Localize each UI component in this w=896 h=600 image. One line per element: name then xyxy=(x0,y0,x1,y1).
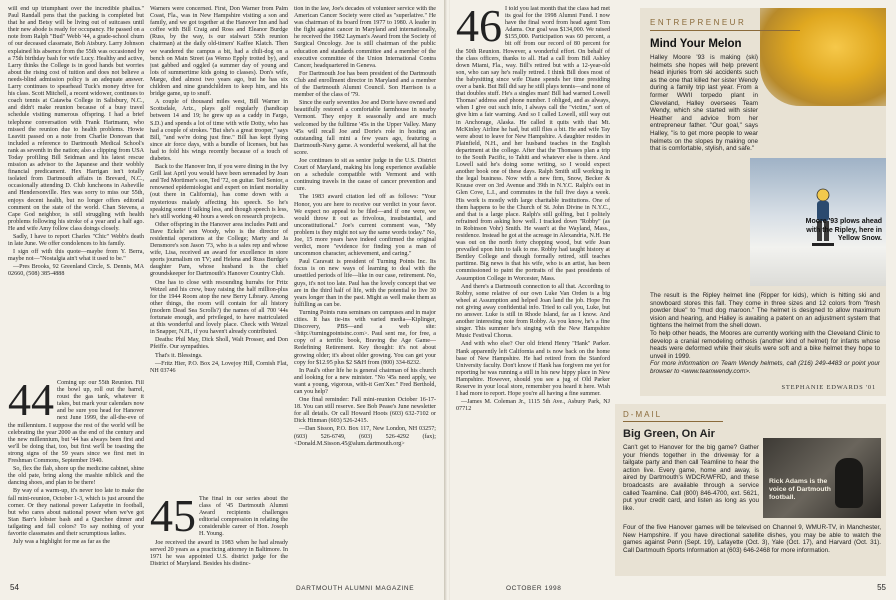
paragraph: Warners were concerned. First, Don Warner from Palm Coast, Fla., was in New Hampshire visiting a son and family, and we got together at the Hanover Inn and had coffee with Bill Craig and Ross and Eleanor Burdge (Russ, by the way, is our stalwart 55th reunion chairman) at the daily old-timers' Kaffee Klatch. Then we wandered the campus a bit, had a chili-dog on a bench on Main Street (as Wemo Epply trotted by), and just gabbed and oggled (a summer day of young and lots of summertime kids going to classes). Don's wife, Marge, died almost two years ago, but he has six children and nine grandchildren to keep him, and his bridge game, up to snuff. xyxy=(150,6,288,98)
paragraph: Deaths: Phil May, Dick Sholl, Walt Prosser, and Don Pfeiffe. Our sympathies. xyxy=(150,337,288,351)
entrepreneur-sidebar xyxy=(640,8,886,396)
paragraph: tion in the law, Joe's decades of volunteer service with the American Cancer Society were cited as "superlative." He was chairman of its board from 1977 to 1980. A leader in the fight against cancer in Maryland and internationally, he received the 1982 Layman's Award from the Society of Surgical Oncology. Joe is still chairman of the public education and standards committee and a member of the executive committee of the Union International Contra Cancer, headquartered in Geneva. xyxy=(294,6,436,69)
left-col-1b xyxy=(8,380,144,580)
paragraph: For Dartmouth Joe has been president of the Dartmouth Club and enrollment director in Maryland and a member of the Dartmouth Alumni Council. Son Harrison is a member of the class of '79. xyxy=(294,70,436,99)
paragraph: By way of a warm-up, it's never too late to make the fall mini-reunion, October 1-3, which is just around the corner. Or they national power Lafayette in football, but who cares about national power when we've got Stan Barr's lobster bash and a Quechee dinner and tailgating and fall colors? To say nothing of your favorite classmates and their scrumptious ladies. xyxy=(8,488,144,537)
sidebar-body-upper xyxy=(650,54,758,290)
paragraph: Paul Caravatt is president of Turning Points Inc. Its focus is on new ways of learning to deal with the unsettled periods of life—like in our case, retirement. No, guys, it's not too late. Paul has the lovely concept that we are in the third half of life, with the potential to live 30 years longer than in the past. Might as well make them as fulfilling as can be. xyxy=(294,259,436,308)
left-col-3 xyxy=(294,6,436,578)
paragraph: Four of the five Hanover games will be televised on Channel 9, WMUR-TV, in Manchester, New Hampshire. If you have directional satellite dishes, you may be able to watch the games against Penn (Sept. 19), Lafayette (Oct. 3), Yale (Oct. 17), and Harvard (Oct. 31). Call Dartmouth Sports Information at (603) 646-2468 for more information. xyxy=(623,524,881,554)
photo-caption: Rick Adams is the voice of Dartmouth football. xyxy=(769,478,831,501)
paragraph: One final reminder: Fall mini-reunion October 16-17-18. You can still reserve. See Bob Pease's June newsletter for all details. Or call Howard Hoots (603) 632-7102 or Dick Hinman (603) 526-2415. xyxy=(294,397,436,425)
paragraph: The 1983 award citation led off as follows: "Your Honor, you are here to receive our verdict in your favor. We expect no appeal to be filed—and if one were, we would throw it out as frivolous, insubstantial, and unconstitutional." Joe's current comment was, "My problem is they might not say the same words today." No, Joe, 15 more years have indeed confirmed the original verdict, more "evidence for finding you a man of uncommon character, achievement, and caring." xyxy=(294,194,436,258)
page-number-left: 54 xyxy=(10,583,19,592)
paragraph: Coming up: our 55th Reunion. Fill the bowl up, roll out the barrel, roust the gas tank, whatever it takes, but mark your calendars now and be sure you head for Hanover next June 1999, the all-the-eve of the millennium. I suppose the rest of the world will be celebrating the year 2000 as the end of the century and the new millennium, but '44 has always been first and we'll be doing that, too, but first we'll be toasting the strong signs of the 59 years since we first met in Freshman Commons, September 1940. xyxy=(8,380,144,465)
paragraph: That's it. Blessings. xyxy=(155,352,203,359)
kicker-rule xyxy=(623,421,723,422)
paragraph: And with who else? Our old friend Henry "Hank" Parker. Hank apparently left California and is now back on the home base of New Hampshire. He had retired from the Stanford University faculty. Don't know if Hank has forgiven me yet for reporting he was running a still in his new hippy place in New Hampshire. However, should you see a jug of Old Parker Reserve in your local store, remember you heard it here. Wish I had more to report. Hope you're all having a fine summer. xyxy=(456,341,610,398)
class-year-44: 44 xyxy=(8,380,54,425)
paragraph: One has to close with resounding hurrahs for Fritz Wetzel and his crew, busy raising the half million-plus for the 1944 Room atop the new Berry Library. Among other things, the room will contain for all history (modern Dead Sea Scrolls?) the names of all 700 '44s fortunate enough, and privileged, to have matriculated at this wonderful and lovely place. Check with Wetzel in Snapper, N.H., if you haven't already contributed. xyxy=(150,279,288,336)
paragraph: And there's a Dartmouth connection to all that. According to Robby, some relative of our own Luke Van Orden is a big wheel at Assumption and helped Joan land the job. Hope I'm not giving away confidential info. Tried to call you, Luke, but no answer. Luke is still in Rhode Island, far as I know. And another interesting note from Robby. As you know, he's a fine singer. This summer he's singing with the New Hampshire Music Festival Chorus. xyxy=(456,283,610,340)
left-col-1 xyxy=(8,6,144,378)
paragraph: I sign off with this quote—maybe from Y. Berra, maybe not—"Nostalgia ain't what it used to be." xyxy=(8,249,144,263)
paragraph: To help other heads, the Moores are currently working with the Cleveland Clinic to develop a cranial remodeling orthosis (another kind of helmet) for infants whose heads were deformed while their skulls were soft and a bike helmet they hope to unveil in 1999. xyxy=(650,329,880,360)
dmail-box xyxy=(615,404,886,576)
paragraph: will end up triumphant over the incredible phallus." Paul Randall pens that the packing is completed but that he and Betsy will be living out of suitcases until their new abode is ready for occupancy. He passed on a note from Ralph "Bud" Webb '44, a grade-school chum of our deceased classmate, Bob Atsbury. Larry Johnson explained his absence from the 55th was occasioned by a 75th birthday bash for wife Lucy. Healthy and active, Larry thinks the College is in good hands but worries about the rising cost of tuition and does not believe a needs-blind admission policy is an adequate answer. Larry continues to spearhead Tuck's money drive for his class. Scott Mitchell, a recent widower, continues to coach tennis at Catawba College in Salisbury, N.C., and didn't make reunion because of a busy travel schedule visiting numerous offspring. I had a brief telephone conversation with Frank Hartmann, who missed the reunion due to health problems. Howie Leavitt passed on a note from Charlie Donovan that included a reference to Dartmouth Medical School's rank as seventh in the nation; also a clipping from USA Today profiling Bill Seidman and his latest rescue mission as advisor to the Japanese and their wobbly financial predicament. Hex Harrigan isn't totally isolated from Dartmouth affairs in Brevard, N.C., occasionally attending D. Club luncheons in Asheville and Hendersonville. Hex was sorry to miss our 55th, enjoys decent health, but no longer offers editorial comment on the state of the world. Chan Stevens, a Cape God neighbor, is still struggling with health problems following his stroke of a year and a half ago. He and wife Amy follow class doings closely. xyxy=(8,6,144,232)
page-number-right: 55 xyxy=(877,583,886,592)
paragraph: Other offspring in the Hanover area includes Patti and Dave Eckels' son Woody, who is the director of residential operations at the College; Marty and Ja Densmore's son Jason '73, who is a sales rep and whose wife, Lisa, received an award for excellence in store sports journalism on TV; and Helena and Russ Burdge's daughter Pam, whose husband is the chief groundskeeper for Dartmouth's Hanover Country Club. xyxy=(150,221,288,278)
sidebar-headline: Mind Your Melon xyxy=(650,38,742,50)
paragraph: A couple of thousand miles west, Bill Warner in Scottsdale, Ariz., plays golf regularly (handicap between 14 and 19; he grew up as a caddy in Fargo, S.D.) and spends a lot of time with wife Dotty, who has had a couple of strokes. "But she's a great trooper," says Bill, "and we're doing just fine." Bill has kept flying since air force days, with a bundle of licenses, but has had to fold his wings recently because of a touch of diabetes. xyxy=(150,99,288,162)
signature: —Pres Brooks, 92 Greenland Circle, S. Dennis, MA 02660, (508) 385-4888 xyxy=(8,264,144,278)
dmail-headline: Big Green, On Air xyxy=(623,428,715,440)
photo-credit: STEPHANIE EDWARDS '01 xyxy=(781,384,876,391)
sidebar-body-lower xyxy=(650,292,880,388)
paragraph: Can't get to Hanover for the big game? Gather your friends together in the driveway for a tailgate party and then call Teamline to hear the action live. Every game, home and away, is aired by Dartmouth's WDCR/WFRD, and these broadcasts are available through a service called Teamline. Call (800) 846-4700, ext. 5621, put your credit card, and listen as long as you like. xyxy=(623,444,759,512)
signature: —James M. Coleman Jr., 1115 5th Ave., Asbury Park, NJ 07712 xyxy=(456,399,610,413)
signature: —Dan Sisson, P.O. Box 117, New London, NH 03257; (603) 526-6749, (603) 526-4292 (fax); <Donald.M.Sisson.45@alum.dartmouth.org> xyxy=(294,426,436,447)
paragraph: I told you last month that the class had met its goal for the 1998 Alumni Fund. I now have the final word from head agent Tom Adams. Our goal was $134,000. We raised $155,000. Participation was 60 percent, a bit off from our record of 80 percent for the 50th Reunion. However, a wonderful effort. On behalf of the class officers, thanks to all. Had a call from Bill Ashley down Miami, Fla., way. Bill's retired but with a 12-year-old son, who can say he's really retired. I think Bill does most of the babysitting since wife Diane spends her time presiding over a bank. But Bill did say he still plays tennis—and none of that doubles stuff. He's a singles man! Bill had warned Lowell Thomas' address and phone number. I obliged, and as always, when I give out such info, I always call the "victim," sort of give him a fair warning. And so I called Lowell, still way out in Anchorage, Alaska. He called it quits with that Mt. McKinley Airline he had, but still flies a bit. He and wife Tay were about to leave for New Hampshire. A daughter resides in Plainfield, N.H., and her husband teaches in the English department at the college. After that the Thomases plan a trip to the South Pacific, to Tahiti and whatever else is there. And Lowell said he's doing some writing, so I would expect another book one of these days. Ralph Smith still working in the legal business. Now with a new firm, Snow, Becker & Krause over on 3rd Avenue and 39th in N.Y.C. Ralph's out in Glen Cove, L.I., and commutes in the full five days a week. His work is mostly with large charitable institutions. One of them happens to be the Church of St. John Divine in N.Y.C., and that is a large place. Ralph's still golfing, but I politely refrained from asking how well. I tracked down "Robby" (as in Robinson Vohr) Smith. He wasn't at the Wayland, Mass., residence. Instead he got at the acreage in Alexandria, N.H. He was out on the north forty chopping wood, but wife Joan prevailed upon him to talk to me. Robby had taught history at Bentley College and though formally retired, still teaches parttime. Big news is that his wife, who is an artist, has been commissioned to paint the portraits of the past presidents of Assumption College in Worcester, Mass. xyxy=(456,6,610,282)
left-col-2b xyxy=(150,496,288,582)
section-kicker: D-MAIL xyxy=(623,410,663,419)
helmet-photo xyxy=(760,8,886,106)
magazine-footer: DARTMOUTH ALUMNI MAGAZINE xyxy=(296,585,415,592)
class-year-46: 46 xyxy=(456,6,502,51)
signature: —Fritz Hier, P.O. Box 24, Lovejoy Hill, Cornish Flat, NH 03746 xyxy=(150,360,288,374)
paragraph: The final in our series about the class of '45 Dartmouth Alumni Award recipients challenges editorial compression in relating the considerable career of Hon. Joseph H. Young. xyxy=(199,496,288,538)
kicker-rule xyxy=(650,30,800,31)
section-kicker: ENTREPRENEUR xyxy=(650,18,747,27)
issue-footer: OCTOBER 1998 xyxy=(506,585,562,592)
left-col-2 xyxy=(150,6,288,494)
photo-caption: Moore '93 plows ahead with the Ripley, here in Yellow Snow. xyxy=(805,218,882,242)
paragraph: Joe received the award in 1983 when he had already served 20 years as a practicing attorney in Baltimore. In 1971 he was appointed U.S. district judge for the District of Maryland. Besides his distinc- xyxy=(150,539,288,567)
announcer-photo xyxy=(763,438,881,518)
paragraph: In Paul's other life he is general chairman of his church and looking for a new minister. "No '45s need apply, we want a young, vigorous, with-it Gen'Xer." Fred Berthold, can you help? xyxy=(294,367,436,395)
paragraph: For more information on Team Wendy helmets, call (216) 249-4483 or point your browser to <www.teamwendy.com>. xyxy=(650,360,880,375)
paragraph: Turning Points runs seminars on campuses and in major cities. It has tie-ins with varied media—Kiplinger, Discovery, PBS—and a web site: <http://turningpointsinc.com>. Paul sent me, for free, a copy of a terrific book, Braving the Age Game—Redefining Retirement. Key thought: it's not about growing older; it's about older growing. You can get your copy for $12.95 plus $2 S&H from (800) 334-8232. xyxy=(294,309,436,366)
right-col-1 xyxy=(456,6,610,582)
paragraph: July was a highlight for me as far as the xyxy=(13,539,110,546)
paragraph: So, flex the flab, shore up the medicine cabinet, shine the old pate, bring along the mashie niblick and the dancing shoes, and plan to be there! xyxy=(8,466,144,487)
paragraph: Halley Moore '93 is making (ski) helmets she hopes will help prevent head injuries from ski accidents such as the one that killed her sister Wendy during a family trip last year. From a former WWII torpedo plant in Cleveland, Halley oversees Team Wendy, which she started with sister Heather and advice from her entrepreneur father. "Our goal," says Halley, "is to get more people to wear helmets on the slopes by making one that is comfortable, stylish, and safe." xyxy=(650,54,758,153)
microphone-icon xyxy=(835,458,863,508)
left-page xyxy=(0,0,446,600)
dmail-body-lower xyxy=(623,524,881,572)
paragraph: Since the early seventies Joe and Dorie have owned and beautifully restored a comfortable farmhouse in nearby Vermont. They enjoy it seasonally and are much welcomed by the fulltime '45s in the Upper Valley. Many '45s will recall Joe and Dorie's role in hosting an outstanding fall mini a few years ago, featuring a Dartmouth-Navy game. A wonderful weekend, all hat the score. xyxy=(294,100,436,156)
paragraph: Back to the Hanover Inn, if you were dining in the Ivy Grill last April you would have been serenaded by Joan and Ted Mortimer's son, Ted '72, on guitar. Ted Senior, a renowned epidemiologist and expert on infant mortality (out there in California), has come down with a mysterious malady affecting his speech. So he's speaking some if talking less, and though speech is less, he's still working 40 hours a week on research projects. xyxy=(150,164,288,220)
dmail-body-upper xyxy=(623,444,759,524)
class-year-45: 45 xyxy=(150,496,196,541)
paragraph: Sadly, I have to report Charles "Chic" Webb's death in late June. We offer condolences to his family. xyxy=(8,234,144,248)
paragraph: The result is the Ripley helmet line (Ripper for kids), which is hitting ski and snowboard stores this fall. They come in three sizes and 12 colors from "fresh powder blue" to "mud dog maroon." The helmet is designed to allow maximum vision and hearing, and Halley is awaiting a patent on an adjustment system that tightens the helmet from the shell down. xyxy=(650,292,880,330)
paragraph: Joe continues to sit as senior judge in the U.S. District Court of Maryland, making his long experience available on a schedule compatible with Vermont and with continuing travels in the cause of cancer prevention and cure. xyxy=(294,157,436,193)
